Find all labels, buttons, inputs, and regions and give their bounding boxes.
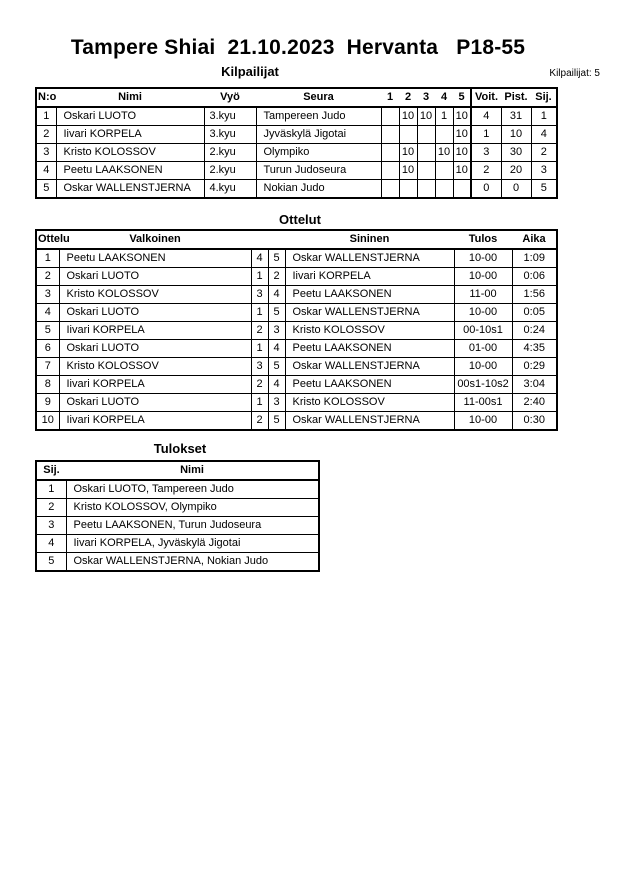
competitor-belt: 2.kyu [204,162,256,180]
score-cell [381,144,399,162]
table-row [36,162,557,180]
score-cell: 10 [417,107,435,126]
score-cell: 10 [453,144,471,162]
match-time: 4:35 [512,340,557,358]
white-player-no: 3 [251,286,268,304]
white-player-no: 2 [251,322,268,340]
competitor-no: 4 [36,162,56,180]
competitors-header-row [36,88,557,107]
match-no: 2 [36,268,59,286]
match-result: 00s1-10s2 [454,376,512,394]
col-white: Valkoinen [59,230,251,249]
col-rank: Sij. [36,461,66,480]
result-name: Iivari KORPELA, Jyväskylä Jigotai [66,535,319,553]
competitor-belt: 2.kyu [204,144,256,162]
competitor-club: Olympiko [256,144,381,162]
blue-player-no: 4 [268,340,285,358]
table-row [36,394,557,412]
competitor-rank: 5 [531,180,557,199]
white-player-no: 1 [251,268,268,286]
white-player: Oskari LUOTO [59,394,251,412]
competitor-name: Oskar WALLENSTJERNA [56,180,204,199]
score-cell [417,180,435,199]
table-row [36,376,557,394]
table-row [36,180,557,199]
competitor-belt: 4.kyu [204,180,256,199]
match-result: 10-00 [454,412,512,431]
table-row [36,499,319,517]
match-no: 4 [36,304,59,322]
score-cell: 10 [399,144,417,162]
matches-heading: Ottelut [279,212,321,227]
score-cell: 10 [435,144,453,162]
result-name: Peetu LAAKSONEN, Turun Judoseura [66,517,319,535]
table-row [36,126,557,144]
white-player-no: 1 [251,304,268,322]
blue-player: Peetu LAAKSONEN [285,286,454,304]
match-no: 6 [36,340,59,358]
white-player: Oskari LUOTO [59,268,251,286]
blue-player: Oskar WALLENSTJERNA [285,249,454,268]
col-wins: Voit. [471,88,501,107]
score-cell [381,162,399,180]
white-player: Oskari LUOTO [59,304,251,322]
match-time: 2:40 [512,394,557,412]
score-cell [417,144,435,162]
col-points: Pist. [501,88,531,107]
competitor-rank: 4 [531,126,557,144]
score-cell [435,126,453,144]
table-row [36,144,557,162]
competitor-club: Nokian Judo [256,180,381,199]
match-time: 1:56 [512,286,557,304]
white-player-no: 3 [251,358,268,376]
col-club: Seura [256,88,381,107]
blue-player-no: 3 [268,394,285,412]
white-player: Iivari KORPELA [59,412,251,431]
match-no: 9 [36,394,59,412]
result-rank: 3 [36,517,66,535]
col-name: Nimi [56,88,204,107]
white-player: Peetu LAAKSONEN [59,249,251,268]
blue-player-no: 5 [268,249,285,268]
col-no: N:o [36,88,56,107]
result-name: Oskar WALLENSTJERNA, Nokian Judo [66,553,319,572]
blue-player: Kristo KOLOSSOV [285,394,454,412]
table-row [36,553,319,572]
blue-player-no: 4 [268,376,285,394]
match-no: 1 [36,249,59,268]
col-blue: Sininen [285,230,454,249]
match-time: 0:29 [512,358,557,376]
white-player-no: 2 [251,412,268,431]
col-s1: 1 [381,88,399,107]
col-s3: 3 [417,88,435,107]
match-no: 8 [36,376,59,394]
match-result: 10-00 [454,304,512,322]
competitor-name: Kristo KOLOSSOV [56,144,204,162]
score-cell: 10 [453,107,471,126]
results-heading: Tulokset [153,441,207,456]
score-cell: 10 [399,107,417,126]
results-table [35,460,320,572]
table-row [36,322,557,340]
table-row [36,107,557,126]
col-name: Nimi [66,461,319,480]
match-result: 11-00 [454,286,512,304]
score-cell [435,162,453,180]
blue-player: Oskar WALLENSTJERNA [285,304,454,322]
white-player: Kristo KOLOSSOV [59,286,251,304]
match-no: 3 [36,286,59,304]
white-player: Iivari KORPELA [59,376,251,394]
match-numbers-header-spacer [268,230,285,249]
blue-player: Iivari KORPELA [285,268,454,286]
blue-player-no: 3 [268,322,285,340]
competitor-club: Turun Judoseura [256,162,381,180]
match-result: 00-10s1 [454,322,512,340]
match-time: 1:09 [512,249,557,268]
competitor-rank: 3 [531,162,557,180]
score-cell [381,180,399,199]
white-player-no: 2 [251,376,268,394]
competitor-rank: 1 [531,107,557,126]
competitor-club: Jyväskylä Jigotai [256,126,381,144]
score-cell: 1 [435,107,453,126]
table-row [36,249,557,268]
score-cell: 10 [399,162,417,180]
matches-table [35,229,558,431]
result-name: Oskari LUOTO, Tampereen Judo [66,480,319,499]
blue-player-no: 5 [268,304,285,322]
col-s4: 4 [435,88,453,107]
results-header-row [36,461,319,480]
table-row [36,535,319,553]
match-time: 0:24 [512,322,557,340]
white-player-no: 1 [251,340,268,358]
match-result: 10-00 [454,268,512,286]
competitor-points: 30 [501,144,531,162]
competitors-heading: Kilpailijat [221,64,279,79]
col-time: Aika [512,230,557,249]
competitor-belt: 3.kyu [204,126,256,144]
score-cell [417,126,435,144]
blue-player: Oskar WALLENSTJERNA [285,358,454,376]
competitor-belt: 3.kyu [204,107,256,126]
table-row [36,268,557,286]
score-cell: 10 [453,162,471,180]
result-rank: 4 [36,535,66,553]
score-cell [435,180,453,199]
score-cell [399,180,417,199]
competitor-wins: 2 [471,162,501,180]
match-no: 10 [36,412,59,431]
col-s5: 5 [453,88,471,107]
competitor-no: 2 [36,126,56,144]
blue-player: Kristo KOLOSSOV [285,322,454,340]
table-row [36,517,319,535]
white-player-no: 1 [251,394,268,412]
match-time: 3:04 [512,376,557,394]
table-row [36,304,557,322]
match-no: 7 [36,358,59,376]
table-row [36,480,319,499]
competitor-count-label: Kilpailijat: 5 [549,68,600,79]
score-cell [417,162,435,180]
blue-player: Peetu LAAKSONEN [285,376,454,394]
white-player-no: 4 [251,249,268,268]
col-result: Tulos [454,230,512,249]
match-time: 0:06 [512,268,557,286]
white-player: Iivari KORPELA [59,322,251,340]
score-cell [381,126,399,144]
competitor-wins: 4 [471,107,501,126]
result-rank: 1 [36,480,66,499]
score-cell [453,180,471,199]
col-rank: Sij. [531,88,557,107]
competitor-points: 20 [501,162,531,180]
score-cell [381,107,399,126]
table-row [36,412,557,431]
competitor-wins: 1 [471,126,501,144]
competitor-no: 3 [36,144,56,162]
match-result: 01-00 [454,340,512,358]
competitor-rank: 2 [531,144,557,162]
score-cell: 10 [453,126,471,144]
competitor-no: 5 [36,180,56,199]
competitor-name: Oskari LUOTO [56,107,204,126]
competitor-club: Tampereen Judo [256,107,381,126]
competitor-wins: 3 [471,144,501,162]
white-player: Oskari LUOTO [59,340,251,358]
blue-player: Peetu LAAKSONEN [285,340,454,358]
competitor-name: Iivari KORPELA [56,126,204,144]
competitor-wins: 0 [471,180,501,199]
score-cell [399,126,417,144]
col-match: Ottelu [36,230,59,249]
match-numbers-header-spacer [251,230,268,249]
result-rank: 5 [36,553,66,572]
match-result: 10-00 [454,249,512,268]
col-belt: Vyö [204,88,256,107]
page-title: Tampere Shiai 21.10.2023 Hervanta P18-55 [70,36,526,59]
result-name: Kristo KOLOSSOV, Olympiko [66,499,319,517]
blue-player-no: 5 [268,358,285,376]
table-row [36,358,557,376]
competitor-points: 0 [501,180,531,199]
competitor-points: 10 [501,126,531,144]
match-no: 5 [36,322,59,340]
white-player: Kristo KOLOSSOV [59,358,251,376]
competitors-table [35,87,558,199]
blue-player-no: 2 [268,268,285,286]
match-result: 11-00s1 [454,394,512,412]
match-time: 0:05 [512,304,557,322]
blue-player-no: 4 [268,286,285,304]
col-s2: 2 [399,88,417,107]
result-rank: 2 [36,499,66,517]
competitor-name: Peetu LAAKSONEN [56,162,204,180]
table-row [36,340,557,358]
blue-player: Oskar WALLENSTJERNA [285,412,454,431]
competitor-points: 31 [501,107,531,126]
table-row [36,286,557,304]
blue-player-no: 5 [268,412,285,431]
matches-header-row [36,230,557,249]
competitor-no: 1 [36,107,56,126]
match-time: 0:30 [512,412,557,431]
match-result: 10-00 [454,358,512,376]
